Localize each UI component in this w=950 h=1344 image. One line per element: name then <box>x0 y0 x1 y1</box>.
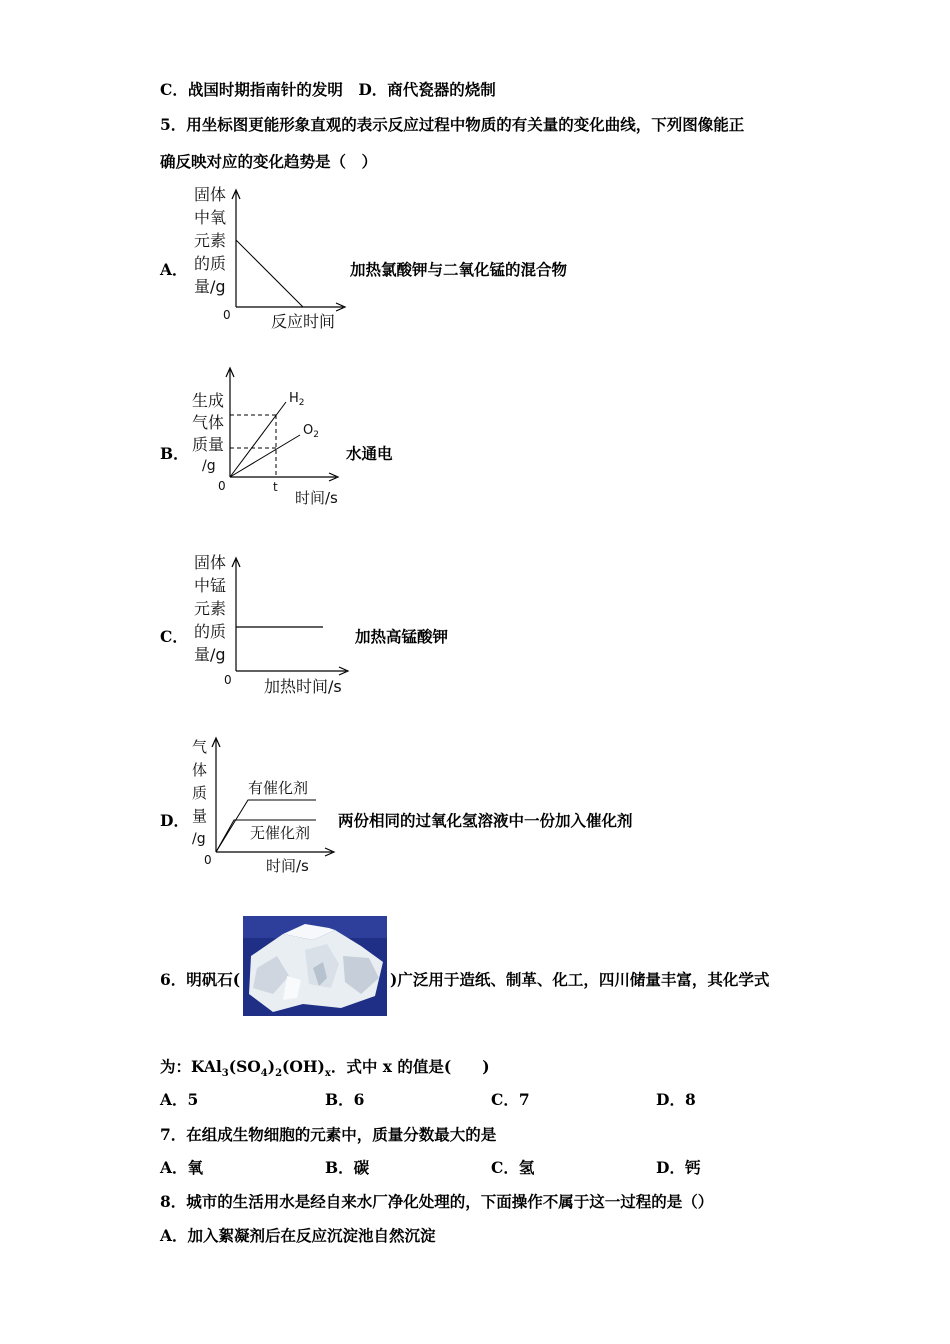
q6-choice-a: A．5 <box>160 1090 199 1109</box>
y-label-3: 元素 <box>194 231 227 250</box>
origin-label: 0 <box>204 853 212 867</box>
y-label-3: 质量 <box>192 435 225 454</box>
q6-stem-after: )广泛用于造纸、制革、化工，四川储量丰富，其化学式 <box>390 970 770 989</box>
q4-options-cd: C．战国时期指南针的发明 D．商代瓷器的烧制 <box>160 80 496 99</box>
origin-label: 0 <box>218 479 226 493</box>
series-label-o2: $O_2$ <box>303 423 319 440</box>
tick-t-label: t <box>273 480 278 494</box>
q6-stem-before: 6．明矾石( <box>160 970 241 989</box>
q5-option-a-label: A． <box>160 260 188 279</box>
q5-option-c-label: C． <box>160 627 188 646</box>
series-line <box>236 240 303 307</box>
y-label-4: 的质 <box>194 622 227 641</box>
y-label-1: 生成 <box>192 391 225 410</box>
series-label-without-catalyst: 无催化剂 <box>250 824 311 842</box>
y-label-5: 量/g <box>194 277 226 296</box>
q5-option-a-chart <box>188 182 348 332</box>
q7-choice-d: D．钙 <box>656 1158 701 1177</box>
series-o2-line <box>230 435 300 477</box>
q7-choice-a: A．氧 <box>160 1158 204 1177</box>
q5-option-b-chart <box>188 362 348 512</box>
origin-label: 0 <box>223 308 231 322</box>
x-label: 时间/s <box>266 857 309 875</box>
q5-stem-line2: 确反映对应的变化趋势是（ ） <box>160 152 378 171</box>
q5-option-a-desc: 加热氯酸钾与二氧化锰的混合物 <box>350 260 568 279</box>
origin-label: 0 <box>224 673 232 687</box>
x-label: 加热时间/s <box>264 677 342 696</box>
y-label-4: /g <box>202 458 216 474</box>
y-label-5: /g <box>192 831 206 847</box>
y-label-4: 的质 <box>194 254 227 273</box>
y-label-2: 中锰 <box>194 576 227 595</box>
q5-option-d-chart <box>186 732 338 882</box>
q7-choice-b: B．碳 <box>325 1158 370 1177</box>
series-label-h2: $H_2$ <box>289 391 305 408</box>
y-label-1: 固体 <box>194 185 227 204</box>
y-label-4: 量 <box>192 807 208 825</box>
q7-stem: 7．在组成生物细胞的元素中，质量分数最大的是 <box>160 1125 497 1144</box>
axis-lines <box>226 368 338 481</box>
q6-formula-line: 为：$KAl_3(SO_4)_2(OH)_x$．式中 x 的值是( ) <box>160 1057 490 1080</box>
y-label-2: 体 <box>192 761 208 779</box>
q6-choice-b: B．6 <box>325 1090 365 1109</box>
series-label-with-catalyst: 有催化剂 <box>248 779 309 797</box>
x-label: 反应时间 <box>271 312 336 331</box>
q5-option-c-desc: 加热高锰酸钾 <box>355 627 449 646</box>
q5-stem-line1: 5．用坐标图更能形象直观的表示反应过程中物质的有关量的变化曲线，下列图像能正 <box>160 115 745 134</box>
q5-option-b-label: B． <box>160 444 189 463</box>
q7-choice-c: C．氢 <box>491 1158 535 1177</box>
y-label-2: 气体 <box>192 413 225 432</box>
q5-option-d-label: D． <box>160 811 189 830</box>
q5-option-b-desc: 水通电 <box>346 444 393 463</box>
q8-stem: 8．城市的生活用水是经自来水厂净化处理的，下面操作不属于这一过程的是（） <box>160 1192 714 1211</box>
series-h2-line <box>230 402 286 477</box>
x-label: 时间/s <box>295 489 338 507</box>
y-label-1: 气 <box>192 738 208 756</box>
y-label-1: 固体 <box>194 553 227 572</box>
axis-lines <box>232 558 348 675</box>
y-label-3: 元素 <box>194 599 227 618</box>
q5-option-c-chart <box>188 550 358 700</box>
y-label-3: 质 <box>192 784 208 802</box>
q5-option-d-desc: 两份相同的过氧化氢溶液中一份加入催化剂 <box>338 811 633 830</box>
q8-choice-a: A．加入絮凝剂后在反应沉淀池自然沉淀 <box>160 1226 436 1245</box>
alum-stone-photo <box>243 916 387 1016</box>
y-label-2: 中氧 <box>194 208 227 227</box>
q6-choice-c: C．7 <box>491 1090 530 1109</box>
y-label-5: 量/g <box>194 645 226 664</box>
q6-choice-d: D．8 <box>656 1090 696 1109</box>
